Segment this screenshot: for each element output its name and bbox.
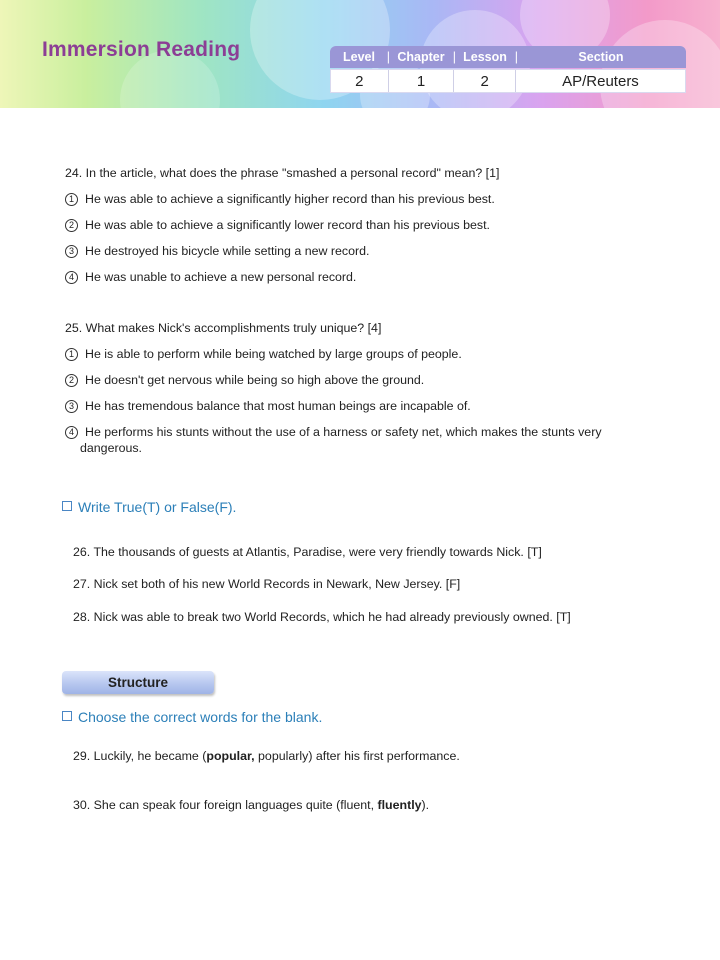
circled-number-icon: 3	[65, 245, 78, 258]
lesson-nav-header	[330, 46, 686, 68]
question-29	[73, 749, 460, 763]
instruction-text: Choose the correct words for the blank.	[78, 709, 323, 725]
nav-label-chapter: Chapter |	[388, 46, 454, 68]
q30-text-before: 30. She can speak four foreign languages quite (fluent,	[73, 798, 378, 812]
circled-number-icon: 2	[65, 219, 78, 232]
app-title: Immersion Reading	[42, 38, 241, 61]
circled-number-icon: 3	[65, 400, 78, 413]
q30-text-after: ).	[421, 798, 430, 812]
structure-section-label: Structure	[62, 671, 214, 694]
q25-option-4[interactable]	[65, 425, 602, 439]
option-text: He is able to perform while being watched by large groups of people.	[85, 347, 462, 361]
circled-number-icon: 2	[65, 374, 78, 387]
circled-number-icon: 4	[65, 271, 78, 284]
option-text: He was able to achieve a significantly higher record than his previous best.	[85, 192, 495, 206]
instruction-text: Write True(T) or False(F).	[78, 499, 237, 515]
level-value: 2	[331, 70, 389, 92]
question-30	[73, 798, 429, 812]
checkbox-square-icon	[62, 711, 72, 721]
question-24: 24. In the article, what does the phrase "smashed a personal record" mean? [1]	[65, 166, 500, 180]
lesson-nav-values	[330, 69, 686, 93]
structure-instruction	[62, 709, 322, 725]
option-text: He was able to achieve a significantly lower record than his previous best.	[85, 218, 490, 232]
option-text: He was unable to achieve a new personal record.	[85, 270, 357, 284]
q29-answer: popular,	[206, 749, 255, 763]
statement-28: 28. Nick was able to break two World Records, which he had already previously owned. [T]	[73, 610, 571, 624]
nav-label-section: Section	[578, 50, 624, 64]
checkbox-square-icon	[62, 501, 72, 511]
statement-26: 26. The thousands of guests at Atlantis, Paradise, were very friendly towards Nick. [T]	[73, 545, 542, 559]
chapter-value: 1	[389, 70, 455, 92]
circled-number-icon: 1	[65, 348, 78, 361]
header-banner	[0, 0, 720, 108]
q29-text-before: 29. Luckily, he became (	[73, 749, 207, 763]
q24-option-1[interactable]	[65, 192, 495, 206]
q25-option-4-continued: dangerous.	[80, 441, 143, 455]
option-text: He doesn't get nervous while being so high above the ground.	[85, 373, 425, 387]
q24-option-2[interactable]	[65, 218, 490, 232]
lesson-value: 2	[454, 70, 516, 92]
nav-label-lesson: Lesson |	[454, 46, 516, 68]
q29-text-after: popularly) after his first performance.	[254, 749, 460, 763]
section-value: AP/Reuters	[562, 72, 639, 90]
q24-option-4[interactable]	[65, 270, 356, 284]
question-25: 25. What makes Nick's accomplishments truly unique? [4]	[65, 321, 382, 335]
statement-27: 27. Nick set both of his new World Records in Newark, New Jersey. [F]	[73, 577, 461, 591]
option-text: He has tremendous balance that most human beings are incapable of.	[85, 399, 471, 413]
q25-option-1[interactable]	[65, 347, 462, 361]
circled-number-icon: 1	[65, 193, 78, 206]
true-false-instruction	[62, 499, 236, 515]
q30-answer: fluently	[377, 798, 422, 812]
q25-option-3[interactable]	[65, 399, 471, 413]
nav-label-level: Level |	[330, 46, 388, 68]
option-text: He destroyed his bicycle while setting a new record.	[85, 244, 370, 258]
option-text: He performs his stunts without the use of a harness or safety net, which makes the stunts very	[85, 425, 602, 439]
circled-number-icon: 4	[65, 426, 78, 439]
q24-option-3[interactable]	[65, 244, 369, 258]
q25-option-2[interactable]	[65, 373, 424, 387]
